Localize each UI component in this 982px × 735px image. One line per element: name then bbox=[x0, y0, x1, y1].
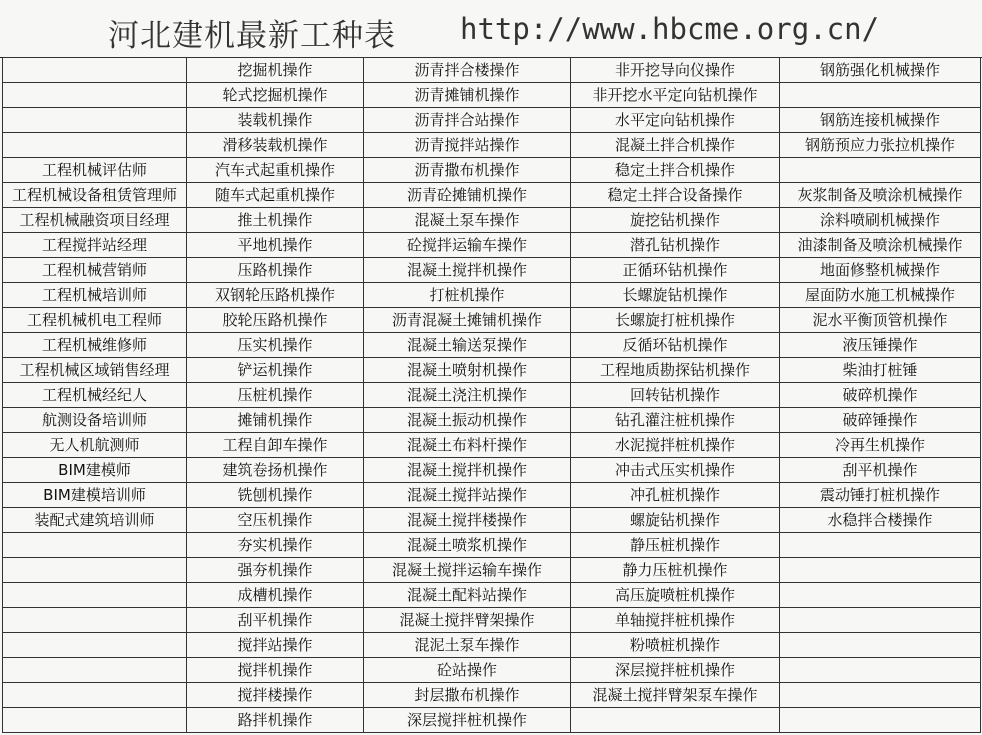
website-url: http://www.hbcme.org.cn/ bbox=[460, 12, 880, 46]
table-cell: 高压旋喷桩机操作 bbox=[571, 583, 780, 608]
table-cell: 潜孔钻机操作 bbox=[571, 233, 780, 258]
table-row bbox=[3, 408, 981, 433]
table-cell: 封层撒布机操作 bbox=[364, 683, 571, 708]
table-cell: 混凝土浇注机操作 bbox=[364, 383, 571, 408]
table-cell: 地面修整机械操作 bbox=[780, 258, 981, 283]
table-cell: 装载机操作 bbox=[187, 108, 364, 133]
table-cell bbox=[3, 83, 187, 108]
table-cell: 灰浆制备及喷涂机械操作 bbox=[780, 183, 981, 208]
table-cell: 静压桩机操作 bbox=[571, 533, 780, 558]
table-cell: 空压机操作 bbox=[187, 508, 364, 533]
table-cell: 破碎机操作 bbox=[780, 383, 981, 408]
table-row bbox=[3, 83, 981, 108]
table-cell: 混凝土配料站操作 bbox=[364, 583, 571, 608]
table-cell bbox=[3, 608, 187, 633]
table-cell: 长螺旋打桩机操作 bbox=[571, 308, 780, 333]
table-cell bbox=[780, 558, 981, 583]
table-cell: 砼站操作 bbox=[364, 658, 571, 683]
table-cell bbox=[780, 83, 981, 108]
table-cell bbox=[780, 583, 981, 608]
table-cell: 沥青混凝土摊铺机操作 bbox=[364, 308, 571, 333]
table-cell: 混凝土搅拌臂架操作 bbox=[364, 608, 571, 633]
table-cell: 冲孔桩机操作 bbox=[571, 483, 780, 508]
table-cell bbox=[780, 608, 981, 633]
table-cell: 混凝土搅拌机操作 bbox=[364, 258, 571, 283]
table-cell: 混凝土搅拌臂架泵车操作 bbox=[571, 683, 780, 708]
table-cell: 汽车式起重机操作 bbox=[187, 158, 364, 183]
job-table bbox=[2, 57, 981, 733]
table-cell: 稳定土拌合设备操作 bbox=[571, 183, 780, 208]
table-cell: 推土机操作 bbox=[187, 208, 364, 233]
table-cell: 双钢轮压路机操作 bbox=[187, 283, 364, 308]
table-cell: 工程机械设备租赁管理师 bbox=[3, 183, 187, 208]
table-cell: 胶轮压路机操作 bbox=[187, 308, 364, 333]
table-row bbox=[3, 158, 981, 183]
table-cell: 铣刨机操作 bbox=[187, 483, 364, 508]
table-cell: 夯实机操作 bbox=[187, 533, 364, 558]
table-cell: 水平定向钻机操作 bbox=[571, 108, 780, 133]
table-cell: 沥青撒布机操作 bbox=[364, 158, 571, 183]
table-cell: 水稳拌合楼操作 bbox=[780, 508, 981, 533]
table-row bbox=[3, 383, 981, 408]
table-cell: 涂料喷刷机械操作 bbox=[780, 208, 981, 233]
table-cell: 搅拌机操作 bbox=[187, 658, 364, 683]
table-cell: 刮平机操作 bbox=[780, 458, 981, 483]
table-cell: 沥青砼摊铺机操作 bbox=[364, 183, 571, 208]
table-row bbox=[3, 633, 981, 658]
table-cell bbox=[780, 658, 981, 683]
table-row bbox=[3, 358, 981, 383]
table-cell: 轮式挖掘机操作 bbox=[187, 83, 364, 108]
table-cell bbox=[3, 658, 187, 683]
table-cell: 砼搅拌运输车操作 bbox=[364, 233, 571, 258]
table-cell: 工程机械营销师 bbox=[3, 258, 187, 283]
table-cell: 钢筋强化机械操作 bbox=[780, 58, 981, 83]
table-cell: 非开挖导向仪操作 bbox=[571, 58, 780, 83]
table-cell: 混凝土泵车操作 bbox=[364, 208, 571, 233]
table-cell: 沥青拌合站操作 bbox=[364, 108, 571, 133]
table-cell: 稳定土拌合机操作 bbox=[571, 158, 780, 183]
table-cell: 沥青拌合楼操作 bbox=[364, 58, 571, 83]
table-row bbox=[3, 183, 981, 208]
table-cell: 压桩机操作 bbox=[187, 383, 364, 408]
table-cell: 工程搅拌站经理 bbox=[3, 233, 187, 258]
table-cell: 回转钻机操作 bbox=[571, 383, 780, 408]
table-row bbox=[3, 433, 981, 458]
table-cell: 工程机械经纪人 bbox=[3, 383, 187, 408]
table-cell: 混凝土拌合机操作 bbox=[571, 133, 780, 158]
table-cell bbox=[3, 558, 187, 583]
table-cell bbox=[780, 533, 981, 558]
table-row bbox=[3, 58, 981, 83]
table-cell: 沥青摊铺机操作 bbox=[364, 83, 571, 108]
table-row bbox=[3, 333, 981, 358]
table-cell: 混凝土喷浆机操作 bbox=[364, 533, 571, 558]
table-cell: 混凝土喷射机操作 bbox=[364, 358, 571, 383]
table-row bbox=[3, 583, 981, 608]
table-cell bbox=[780, 708, 981, 733]
table-cell: 螺旋钻机操作 bbox=[571, 508, 780, 533]
table-cell bbox=[3, 533, 187, 558]
table-cell: 单轴搅拌桩机操作 bbox=[571, 608, 780, 633]
table-cell: 冷再生机操作 bbox=[780, 433, 981, 458]
table-cell: 粉喷桩机操作 bbox=[571, 633, 780, 658]
table-cell: 工程机械区域销售经理 bbox=[3, 358, 187, 383]
table-cell: 钢筋预应力张拉机操作 bbox=[780, 133, 981, 158]
table-cell: 混凝土搅拌运输车操作 bbox=[364, 558, 571, 583]
table-cell: 建筑卷扬机操作 bbox=[187, 458, 364, 483]
table-cell: 液压锤操作 bbox=[780, 333, 981, 358]
table-cell: 搅拌站操作 bbox=[187, 633, 364, 658]
table-cell: 油漆制备及喷涂机械操作 bbox=[780, 233, 981, 258]
table-cell: 铲运机操作 bbox=[187, 358, 364, 383]
table-cell: 摊铺机操作 bbox=[187, 408, 364, 433]
table-cell: 工程地质勘探钻机操作 bbox=[571, 358, 780, 383]
table-cell: 震动锤打桩机操作 bbox=[780, 483, 981, 508]
table-row bbox=[3, 533, 981, 558]
table-cell: 刮平机操作 bbox=[187, 608, 364, 633]
table-cell: BIM建模培训师 bbox=[3, 483, 187, 508]
table-cell: 挖掘机操作 bbox=[187, 58, 364, 83]
table-row bbox=[3, 708, 981, 733]
table-cell: 工程机械融资项目经理 bbox=[3, 208, 187, 233]
table-cell: 航测设备培训师 bbox=[3, 408, 187, 433]
table-cell: 非开挖水平定向钻机操作 bbox=[571, 83, 780, 108]
table-row bbox=[3, 683, 981, 708]
table-cell: 柴油打桩锤 bbox=[780, 358, 981, 383]
table-cell: 混凝土振动机操作 bbox=[364, 408, 571, 433]
table-cell: 混凝土搅拌站操作 bbox=[364, 483, 571, 508]
table-cell: 工程机械维修师 bbox=[3, 333, 187, 358]
table-cell bbox=[3, 133, 187, 158]
table-cell: 压路机操作 bbox=[187, 258, 364, 283]
table-cell: 混凝土搅拌机操作 bbox=[364, 458, 571, 483]
table-cell: 混泥土泵车操作 bbox=[364, 633, 571, 658]
table-cell: 混凝土输送泵操作 bbox=[364, 333, 571, 358]
table-cell: 搅拌楼操作 bbox=[187, 683, 364, 708]
table-row bbox=[3, 283, 981, 308]
table-row bbox=[3, 558, 981, 583]
header bbox=[0, 0, 982, 58]
table-cell: 沥青搅拌站操作 bbox=[364, 133, 571, 158]
table-cell: BIM建模师 bbox=[3, 458, 187, 483]
table-cell: 冲击式压实机操作 bbox=[571, 458, 780, 483]
table-cell: 水泥搅拌桩机操作 bbox=[571, 433, 780, 458]
table-cell: 混凝土搅拌楼操作 bbox=[364, 508, 571, 533]
table-cell bbox=[3, 58, 187, 83]
table-row bbox=[3, 233, 981, 258]
table-cell: 泥水平衡顶管机操作 bbox=[780, 308, 981, 333]
table-cell: 混凝土布料杆操作 bbox=[364, 433, 571, 458]
table-cell: 工程自卸车操作 bbox=[187, 433, 364, 458]
table-row bbox=[3, 483, 981, 508]
table-cell: 压实机操作 bbox=[187, 333, 364, 358]
table-cell bbox=[3, 108, 187, 133]
table-row bbox=[3, 133, 981, 158]
table-cell: 反循环钻机操作 bbox=[571, 333, 780, 358]
table-cell: 打桩机操作 bbox=[364, 283, 571, 308]
table-cell: 滑移装载机操作 bbox=[187, 133, 364, 158]
table-cell: 钢筋连接机械操作 bbox=[780, 108, 981, 133]
table-row bbox=[3, 208, 981, 233]
table-cell: 屋面防水施工机械操作 bbox=[780, 283, 981, 308]
table-cell bbox=[780, 633, 981, 658]
table-cell: 路拌机操作 bbox=[187, 708, 364, 733]
table-cell: 平地机操作 bbox=[187, 233, 364, 258]
table-row bbox=[3, 108, 981, 133]
table-cell bbox=[780, 683, 981, 708]
table-row bbox=[3, 258, 981, 283]
table-cell bbox=[3, 583, 187, 608]
table-cell bbox=[3, 708, 187, 733]
table-cell: 无人机航测师 bbox=[3, 433, 187, 458]
table-cell: 深层搅拌桩机操作 bbox=[364, 708, 571, 733]
table-cell: 工程机械培训师 bbox=[3, 283, 187, 308]
table-row bbox=[3, 658, 981, 683]
table-cell: 随车式起重机操作 bbox=[187, 183, 364, 208]
table-cell: 破碎锤操作 bbox=[780, 408, 981, 433]
table-cell: 长螺旋钻机操作 bbox=[571, 283, 780, 308]
table-row bbox=[3, 508, 981, 533]
table-cell: 工程机械机电工程师 bbox=[3, 308, 187, 333]
table-cell bbox=[3, 633, 187, 658]
table-cell bbox=[780, 158, 981, 183]
table-cell: 深层搅拌桩机操作 bbox=[571, 658, 780, 683]
table-cell: 强夯机操作 bbox=[187, 558, 364, 583]
page-title: 河北建机最新工种表 bbox=[108, 18, 396, 54]
table-cell: 装配式建筑培训师 bbox=[3, 508, 187, 533]
table-row bbox=[3, 458, 981, 483]
table-cell bbox=[3, 683, 187, 708]
table-row bbox=[3, 308, 981, 333]
table-cell: 静力压桩机操作 bbox=[571, 558, 780, 583]
table-cell: 成槽机操作 bbox=[187, 583, 364, 608]
table-cell bbox=[571, 708, 780, 733]
table-cell: 工程机械评估师 bbox=[3, 158, 187, 183]
table-cell: 旋挖钻机操作 bbox=[571, 208, 780, 233]
table-cell: 钻孔灌注桩机操作 bbox=[571, 408, 780, 433]
table-row bbox=[3, 608, 981, 633]
table-cell: 正循环钻机操作 bbox=[571, 258, 780, 283]
